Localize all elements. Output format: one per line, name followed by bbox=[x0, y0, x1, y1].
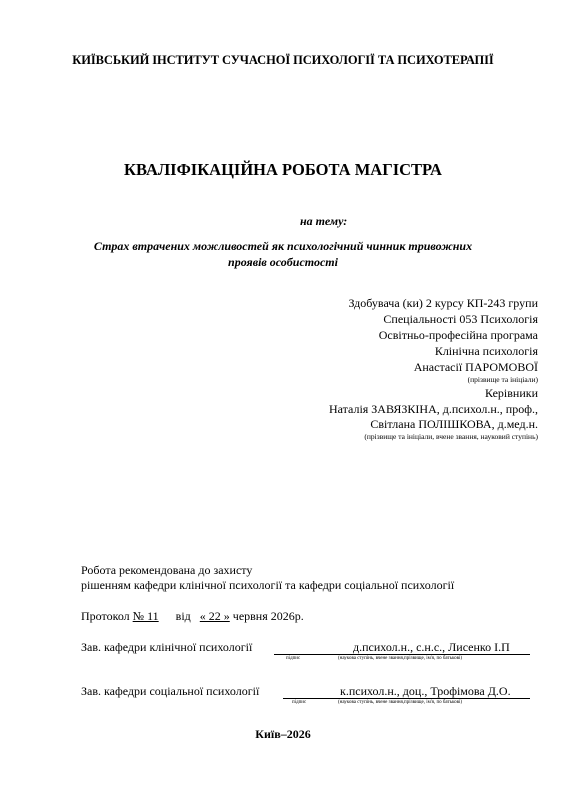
supervisors-caption: (прізвище та ініціали, вчене звання, науковий ступінь) bbox=[364, 432, 538, 441]
student-line-3: Освітньо-професійна програма bbox=[378, 328, 538, 342]
student-line-4: Клінічна психологія bbox=[434, 344, 538, 358]
protocol-rest: червня 2026р. bbox=[232, 609, 304, 623]
head2-caption: (наукова ступінь, вчене звання,прізвище, ім'я, по батькові) bbox=[338, 700, 463, 705]
protocol-day: « 22 » bbox=[199, 609, 230, 623]
recommendation-line-2: рішенням кафедри клінічної психології та кафедри соціальної психології bbox=[81, 578, 455, 592]
supervisor-line-2: Світлана ПОЛІШКОВА, д.мед.н. bbox=[370, 417, 538, 431]
head2-value: к.психол.н., доц., Трофімова Д.О. bbox=[340, 684, 511, 698]
head2-label: Зав. кафедри соціальної психології bbox=[81, 684, 260, 698]
student-name: Анастасії ПАРОМОВОЇ bbox=[413, 360, 538, 374]
protocol-label: Протокол bbox=[81, 609, 130, 623]
head1-value: д.психол.н., с.н.с., Лисенко І.П bbox=[353, 640, 510, 654]
city-year: Київ–2026 bbox=[255, 727, 311, 741]
topic-line-1: Страх втрачених можливостей як психологічний чинник тривожних bbox=[93, 239, 473, 253]
topic bbox=[0, 238, 566, 270]
head1-caption: (наукова ступінь, вчене звання,прізвище, ім'я, по батькові) bbox=[338, 656, 463, 661]
student-line-2: Спеціальності 053 Психологія bbox=[383, 312, 538, 326]
protocol-number: № 11 bbox=[132, 609, 159, 623]
topic-line-2: проявів особистості bbox=[228, 255, 338, 269]
institute-name: КИЇВСЬКИЙ ІНСТИТУТ СУЧАСНОЇ ПСИХОЛОГІЇ ТА ПСИХОТЕРАПІЇ bbox=[72, 53, 494, 67]
topic-label: на тему: bbox=[300, 214, 348, 228]
recommendation-line-1: Робота рекомендована до захисту bbox=[81, 563, 253, 577]
document-title: КВАЛІФІКАЦІЙНА РОБОТА МАГІСТРА bbox=[124, 160, 442, 179]
protocol-from: від bbox=[175, 609, 191, 623]
supervisor-line-1: Наталія ЗАВЯЗКІНА, д.психол.н., проф., bbox=[328, 402, 538, 416]
protocol-line bbox=[81, 609, 304, 624]
head1-sign-caption: підпис bbox=[286, 656, 301, 661]
supervisors-heading: Керівники bbox=[485, 386, 538, 400]
student-name-caption: (прізвище та ініціали) bbox=[467, 375, 538, 384]
head2-sign-caption: підпис bbox=[292, 700, 307, 705]
student-line-1: Здобувача (ки) 2 курсу КП-243 групи bbox=[348, 296, 538, 310]
head1-label: Зав. кафедри клінічної психології bbox=[81, 640, 253, 654]
